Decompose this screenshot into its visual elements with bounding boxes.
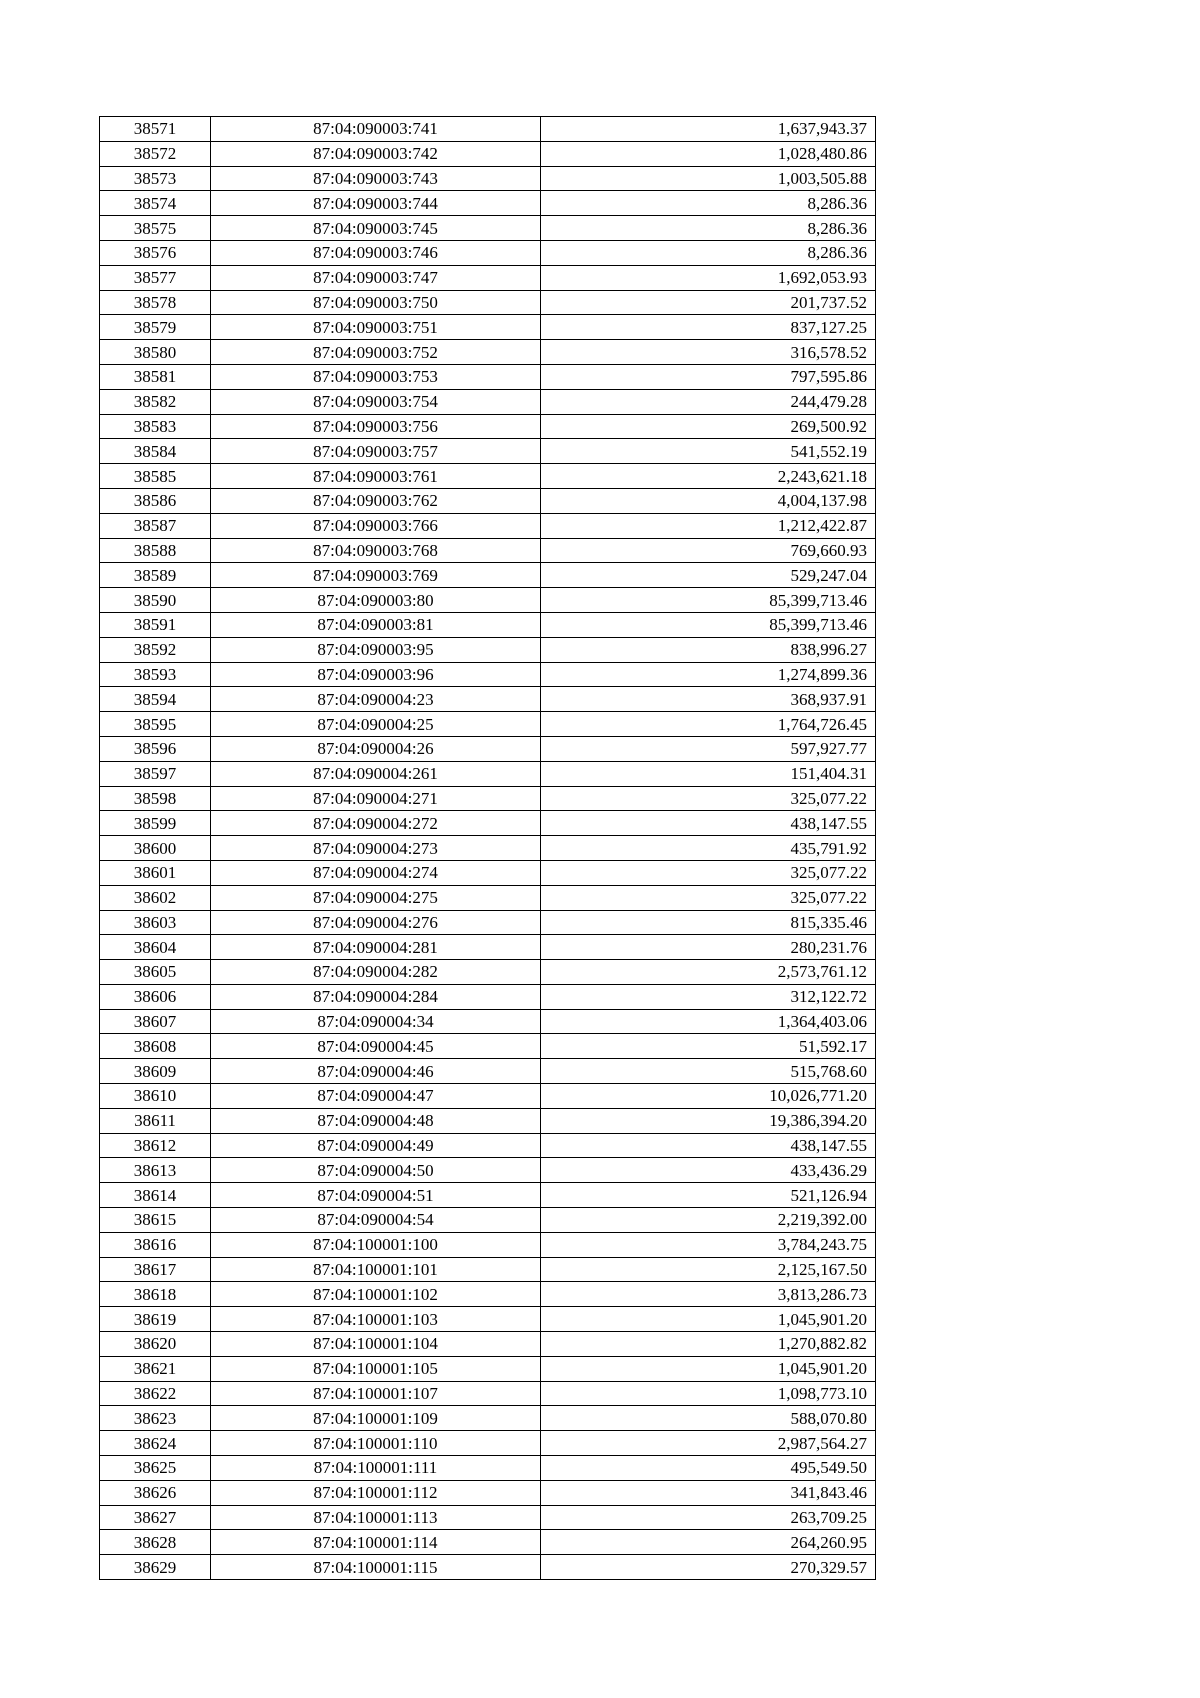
table-row bbox=[100, 1183, 876, 1208]
cadastral-number-cell: 87:04:100001:115 bbox=[211, 1555, 541, 1580]
value-cell: 325,077.22 bbox=[541, 786, 876, 811]
table-row bbox=[100, 1059, 876, 1084]
cadastral-number-cell: 87:04:090003:95 bbox=[211, 637, 541, 662]
row-number-cell: 38584 bbox=[100, 439, 211, 464]
row-number-cell: 38580 bbox=[100, 340, 211, 365]
cadastral-number-cell: 87:04:090004:48 bbox=[211, 1108, 541, 1133]
cadastral-number-cell: 87:04:100001:113 bbox=[211, 1505, 541, 1530]
row-number-cell: 38604 bbox=[100, 935, 211, 960]
value-cell: 1,764,726.45 bbox=[541, 712, 876, 737]
cadastral-number-cell: 87:04:090003:745 bbox=[211, 216, 541, 241]
table-row bbox=[100, 464, 876, 489]
cadastral-number-cell: 87:04:090004:47 bbox=[211, 1084, 541, 1109]
table-row bbox=[100, 538, 876, 563]
row-number-cell: 38621 bbox=[100, 1356, 211, 1381]
table-row bbox=[100, 191, 876, 216]
value-cell: 201,737.52 bbox=[541, 290, 876, 315]
cadastral-number-cell: 87:04:090003:769 bbox=[211, 563, 541, 588]
table-row bbox=[100, 1381, 876, 1406]
row-number-cell: 38571 bbox=[100, 117, 211, 142]
row-number-cell: 38595 bbox=[100, 712, 211, 737]
row-number-cell: 38627 bbox=[100, 1505, 211, 1530]
value-cell: 270,329.57 bbox=[541, 1555, 876, 1580]
value-cell: 368,937.91 bbox=[541, 687, 876, 712]
row-number-cell: 38590 bbox=[100, 588, 211, 613]
value-cell: 151,404.31 bbox=[541, 761, 876, 786]
value-cell: 1,003,505.88 bbox=[541, 166, 876, 191]
value-cell: 1,270,882.82 bbox=[541, 1332, 876, 1357]
value-cell: 316,578.52 bbox=[541, 340, 876, 365]
cadastral-number-cell: 87:04:090003:743 bbox=[211, 166, 541, 191]
value-cell: 85,399,713.46 bbox=[541, 588, 876, 613]
value-cell: 1,212,422.87 bbox=[541, 513, 876, 538]
row-number-cell: 38583 bbox=[100, 414, 211, 439]
cadastral-number-cell: 87:04:090003:751 bbox=[211, 315, 541, 340]
value-cell: 541,552.19 bbox=[541, 439, 876, 464]
value-cell: 3,813,286.73 bbox=[541, 1282, 876, 1307]
cadastral-number-cell: 87:04:090003:768 bbox=[211, 538, 541, 563]
cadastral-number-cell: 87:04:090004:261 bbox=[211, 761, 541, 786]
table-row bbox=[100, 1009, 876, 1034]
table-row bbox=[100, 513, 876, 538]
row-number-cell: 38607 bbox=[100, 1009, 211, 1034]
row-number-cell: 38616 bbox=[100, 1232, 211, 1257]
row-number-cell: 38629 bbox=[100, 1555, 211, 1580]
value-cell: 838,996.27 bbox=[541, 637, 876, 662]
row-number-cell: 38586 bbox=[100, 488, 211, 513]
value-cell: 2,243,621.18 bbox=[541, 464, 876, 489]
value-cell: 521,126.94 bbox=[541, 1183, 876, 1208]
table-row bbox=[100, 340, 876, 365]
value-cell: 10,026,771.20 bbox=[541, 1084, 876, 1109]
row-number-cell: 38582 bbox=[100, 389, 211, 414]
row-number-cell: 38596 bbox=[100, 736, 211, 761]
row-number-cell: 38581 bbox=[100, 364, 211, 389]
table-row bbox=[100, 588, 876, 613]
cadastral-number-cell: 87:04:090003:754 bbox=[211, 389, 541, 414]
table-row bbox=[100, 761, 876, 786]
table-row bbox=[100, 860, 876, 885]
cadastral-number-cell: 87:04:100001:110 bbox=[211, 1431, 541, 1456]
table-row bbox=[100, 1480, 876, 1505]
value-cell: 438,147.55 bbox=[541, 1133, 876, 1158]
table-row bbox=[100, 1158, 876, 1183]
value-cell: 515,768.60 bbox=[541, 1059, 876, 1084]
cadastral-number-cell: 87:04:090003:80 bbox=[211, 588, 541, 613]
value-cell: 51,592.17 bbox=[541, 1034, 876, 1059]
row-number-cell: 38617 bbox=[100, 1257, 211, 1282]
cadastral-number-cell: 87:04:090003:761 bbox=[211, 464, 541, 489]
row-number-cell: 38612 bbox=[100, 1133, 211, 1158]
row-number-cell: 38625 bbox=[100, 1456, 211, 1481]
table-row bbox=[100, 1555, 876, 1580]
row-number-cell: 38577 bbox=[100, 265, 211, 290]
table-row bbox=[100, 935, 876, 960]
data-table bbox=[99, 116, 876, 1580]
table-row bbox=[100, 1133, 876, 1158]
row-number-cell: 38622 bbox=[100, 1381, 211, 1406]
table-row bbox=[100, 1232, 876, 1257]
row-number-cell: 38579 bbox=[100, 315, 211, 340]
cadastral-number-cell: 87:04:090004:281 bbox=[211, 935, 541, 960]
row-number-cell: 38600 bbox=[100, 836, 211, 861]
row-number-cell: 38608 bbox=[100, 1034, 211, 1059]
row-number-cell: 38624 bbox=[100, 1431, 211, 1456]
table-row bbox=[100, 687, 876, 712]
cadastral-number-cell: 87:04:090004:54 bbox=[211, 1208, 541, 1233]
table-row bbox=[100, 736, 876, 761]
value-cell: 325,077.22 bbox=[541, 885, 876, 910]
value-cell: 2,219,392.00 bbox=[541, 1208, 876, 1233]
row-number-cell: 38593 bbox=[100, 662, 211, 687]
value-cell: 495,549.50 bbox=[541, 1456, 876, 1481]
value-cell: 815,335.46 bbox=[541, 910, 876, 935]
cadastral-number-cell: 87:04:090004:273 bbox=[211, 836, 541, 861]
value-cell: 433,436.29 bbox=[541, 1158, 876, 1183]
cadastral-number-cell: 87:04:100001:101 bbox=[211, 1257, 541, 1282]
table-row bbox=[100, 1084, 876, 1109]
row-number-cell: 38588 bbox=[100, 538, 211, 563]
row-number-cell: 38614 bbox=[100, 1183, 211, 1208]
table-row bbox=[100, 1332, 876, 1357]
cadastral-number-cell: 87:04:100001:107 bbox=[211, 1381, 541, 1406]
value-cell: 8,286.36 bbox=[541, 191, 876, 216]
value-cell: 341,843.46 bbox=[541, 1480, 876, 1505]
value-cell: 1,098,773.10 bbox=[541, 1381, 876, 1406]
row-number-cell: 38574 bbox=[100, 191, 211, 216]
cadastral-number-cell: 87:04:090003:752 bbox=[211, 340, 541, 365]
row-number-cell: 38599 bbox=[100, 811, 211, 836]
value-cell: 2,987,564.27 bbox=[541, 1431, 876, 1456]
cadastral-number-cell: 87:04:090003:756 bbox=[211, 414, 541, 439]
value-cell: 435,791.92 bbox=[541, 836, 876, 861]
row-number-cell: 38613 bbox=[100, 1158, 211, 1183]
value-cell: 4,004,137.98 bbox=[541, 488, 876, 513]
cadastral-number-cell: 87:04:090003:741 bbox=[211, 117, 541, 142]
row-number-cell: 38578 bbox=[100, 290, 211, 315]
row-number-cell: 38591 bbox=[100, 612, 211, 637]
value-cell: 264,260.95 bbox=[541, 1530, 876, 1555]
value-cell: 1,028,480.86 bbox=[541, 141, 876, 166]
value-cell: 263,709.25 bbox=[541, 1505, 876, 1530]
table-row bbox=[100, 290, 876, 315]
cadastral-number-cell: 87:04:090004:51 bbox=[211, 1183, 541, 1208]
value-cell: 797,595.86 bbox=[541, 364, 876, 389]
row-number-cell: 38615 bbox=[100, 1208, 211, 1233]
table-row bbox=[100, 1456, 876, 1481]
table-row bbox=[100, 166, 876, 191]
cadastral-number-cell: 87:04:090004:25 bbox=[211, 712, 541, 737]
cadastral-number-cell: 87:04:090003:744 bbox=[211, 191, 541, 216]
cadastral-number-cell: 87:04:090003:762 bbox=[211, 488, 541, 513]
table-row bbox=[100, 662, 876, 687]
cadastral-number-cell: 87:04:090003:746 bbox=[211, 240, 541, 265]
value-cell: 8,286.36 bbox=[541, 216, 876, 241]
value-cell: 588,070.80 bbox=[541, 1406, 876, 1431]
cadastral-number-cell: 87:04:090004:46 bbox=[211, 1059, 541, 1084]
value-cell: 269,500.92 bbox=[541, 414, 876, 439]
row-number-cell: 38576 bbox=[100, 240, 211, 265]
table-row bbox=[100, 1356, 876, 1381]
table-row bbox=[100, 563, 876, 588]
table-row bbox=[100, 240, 876, 265]
row-number-cell: 38605 bbox=[100, 960, 211, 985]
row-number-cell: 38628 bbox=[100, 1530, 211, 1555]
row-number-cell: 38609 bbox=[100, 1059, 211, 1084]
table-row bbox=[100, 910, 876, 935]
cadastral-number-cell: 87:04:090003:766 bbox=[211, 513, 541, 538]
table-row bbox=[100, 612, 876, 637]
cadastral-number-cell: 87:04:090003:757 bbox=[211, 439, 541, 464]
table-row bbox=[100, 1431, 876, 1456]
value-cell: 1,045,901.20 bbox=[541, 1307, 876, 1332]
table-row bbox=[100, 1530, 876, 1555]
cadastral-number-cell: 87:04:090004:276 bbox=[211, 910, 541, 935]
cadastral-number-cell: 87:04:090004:272 bbox=[211, 811, 541, 836]
table-row bbox=[100, 1108, 876, 1133]
row-number-cell: 38598 bbox=[100, 786, 211, 811]
cadastral-number-cell: 87:04:090004:274 bbox=[211, 860, 541, 885]
cadastral-number-cell: 87:04:090003:750 bbox=[211, 290, 541, 315]
value-cell: 312,122.72 bbox=[541, 984, 876, 1009]
value-cell: 19,386,394.20 bbox=[541, 1108, 876, 1133]
cadastral-number-cell: 87:04:090004:26 bbox=[211, 736, 541, 761]
table-row bbox=[100, 786, 876, 811]
cadastral-number-cell: 87:04:090003:81 bbox=[211, 612, 541, 637]
cadastral-number-cell: 87:04:100001:100 bbox=[211, 1232, 541, 1257]
table-row bbox=[100, 960, 876, 985]
table-row bbox=[100, 984, 876, 1009]
row-number-cell: 38592 bbox=[100, 637, 211, 662]
table-row bbox=[100, 488, 876, 513]
row-number-cell: 38618 bbox=[100, 1282, 211, 1307]
value-cell: 3,784,243.75 bbox=[541, 1232, 876, 1257]
value-cell: 1,637,943.37 bbox=[541, 117, 876, 142]
cadastral-number-cell: 87:04:090003:747 bbox=[211, 265, 541, 290]
cadastral-number-cell: 87:04:100001:102 bbox=[211, 1282, 541, 1307]
table-row bbox=[100, 389, 876, 414]
value-cell: 280,231.76 bbox=[541, 935, 876, 960]
value-cell: 1,274,899.36 bbox=[541, 662, 876, 687]
table-row bbox=[100, 439, 876, 464]
value-cell: 837,127.25 bbox=[541, 315, 876, 340]
row-number-cell: 38602 bbox=[100, 885, 211, 910]
table-row bbox=[100, 315, 876, 340]
value-cell: 2,573,761.12 bbox=[541, 960, 876, 985]
row-number-cell: 38623 bbox=[100, 1406, 211, 1431]
row-number-cell: 38620 bbox=[100, 1332, 211, 1357]
row-number-cell: 38572 bbox=[100, 141, 211, 166]
row-number-cell: 38589 bbox=[100, 563, 211, 588]
table-row bbox=[100, 414, 876, 439]
row-number-cell: 38611 bbox=[100, 1108, 211, 1133]
row-number-cell: 38575 bbox=[100, 216, 211, 241]
row-number-cell: 38597 bbox=[100, 761, 211, 786]
table-body bbox=[100, 117, 876, 1580]
table-row bbox=[100, 885, 876, 910]
row-number-cell: 38573 bbox=[100, 166, 211, 191]
cadastral-number-cell: 87:04:100001:112 bbox=[211, 1480, 541, 1505]
row-number-cell: 38585 bbox=[100, 464, 211, 489]
value-cell: 1,364,403.06 bbox=[541, 1009, 876, 1034]
table-row bbox=[100, 712, 876, 737]
cadastral-number-cell: 87:04:090004:282 bbox=[211, 960, 541, 985]
value-cell: 244,479.28 bbox=[541, 389, 876, 414]
table-row bbox=[100, 141, 876, 166]
row-number-cell: 38619 bbox=[100, 1307, 211, 1332]
cadastral-number-cell: 87:04:090004:34 bbox=[211, 1009, 541, 1034]
value-cell: 1,045,901.20 bbox=[541, 1356, 876, 1381]
value-cell: 769,660.93 bbox=[541, 538, 876, 563]
value-cell: 325,077.22 bbox=[541, 860, 876, 885]
table-row bbox=[100, 1257, 876, 1282]
cadastral-number-cell: 87:04:100001:109 bbox=[211, 1406, 541, 1431]
cadastral-number-cell: 87:04:090003:96 bbox=[211, 662, 541, 687]
table-row bbox=[100, 1505, 876, 1530]
value-cell: 529,247.04 bbox=[541, 563, 876, 588]
table-row bbox=[100, 364, 876, 389]
table-row bbox=[100, 117, 876, 142]
row-number-cell: 38603 bbox=[100, 910, 211, 935]
table-row bbox=[100, 1034, 876, 1059]
cadastral-number-cell: 87:04:100001:114 bbox=[211, 1530, 541, 1555]
value-cell: 438,147.55 bbox=[541, 811, 876, 836]
table-row bbox=[100, 216, 876, 241]
cadastral-number-cell: 87:04:090003:742 bbox=[211, 141, 541, 166]
table-row bbox=[100, 637, 876, 662]
cadastral-number-cell: 87:04:090003:753 bbox=[211, 364, 541, 389]
value-cell: 2,125,167.50 bbox=[541, 1257, 876, 1282]
cadastral-number-cell: 87:04:100001:105 bbox=[211, 1356, 541, 1381]
row-number-cell: 38601 bbox=[100, 860, 211, 885]
row-number-cell: 38587 bbox=[100, 513, 211, 538]
cadastral-number-cell: 87:04:090004:45 bbox=[211, 1034, 541, 1059]
value-cell: 1,692,053.93 bbox=[541, 265, 876, 290]
table-row bbox=[100, 1307, 876, 1332]
table-row bbox=[100, 265, 876, 290]
row-number-cell: 38610 bbox=[100, 1084, 211, 1109]
row-number-cell: 38594 bbox=[100, 687, 211, 712]
cadastral-number-cell: 87:04:100001:103 bbox=[211, 1307, 541, 1332]
table-row bbox=[100, 811, 876, 836]
table-row bbox=[100, 1208, 876, 1233]
table-row bbox=[100, 836, 876, 861]
table-row bbox=[100, 1406, 876, 1431]
value-cell: 597,927.77 bbox=[541, 736, 876, 761]
cadastral-number-cell: 87:04:090004:284 bbox=[211, 984, 541, 1009]
row-number-cell: 38626 bbox=[100, 1480, 211, 1505]
cadastral-number-cell: 87:04:090004:50 bbox=[211, 1158, 541, 1183]
cadastral-number-cell: 87:04:090004:275 bbox=[211, 885, 541, 910]
cadastral-number-cell: 87:04:090004:23 bbox=[211, 687, 541, 712]
cadastral-number-cell: 87:04:090004:49 bbox=[211, 1133, 541, 1158]
value-cell: 85,399,713.46 bbox=[541, 612, 876, 637]
value-cell: 8,286.36 bbox=[541, 240, 876, 265]
table-row bbox=[100, 1282, 876, 1307]
row-number-cell: 38606 bbox=[100, 984, 211, 1009]
cadastral-number-cell: 87:04:100001:111 bbox=[211, 1456, 541, 1481]
cadastral-number-cell: 87:04:100001:104 bbox=[211, 1332, 541, 1357]
cadastral-number-cell: 87:04:090004:271 bbox=[211, 786, 541, 811]
